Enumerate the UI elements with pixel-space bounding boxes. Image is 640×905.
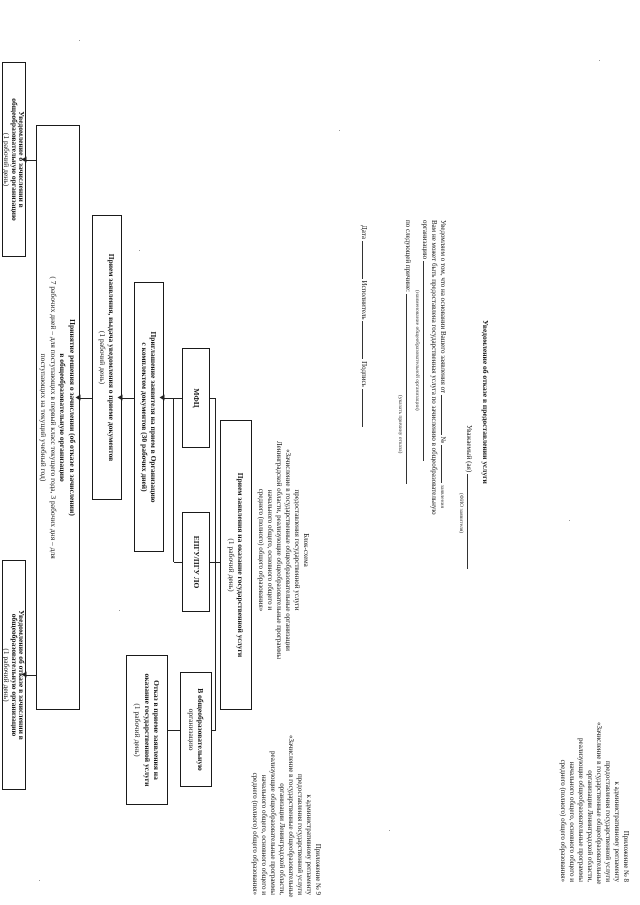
box-text: с комплектом документов (30 рабочих дней) [140, 342, 149, 492]
box-text: ( 7 рабочих дней – для поступающих в первый класс текущего года, 3 рабочих дня – для [49, 276, 58, 559]
scan-speck [569, 520, 570, 521]
box-text: общеобразовательную организацию [9, 613, 19, 737]
executor-label: Исполнитель [360, 280, 368, 320]
appendix8-line: среднего (полного) общего образования» [559, 759, 567, 882]
box-text: Отказ в приеме заявления на [152, 680, 162, 780]
notice-body [397, 220, 447, 650]
flow-title-line: «Зачисление в государственные общеобразовательные организации [284, 449, 292, 651]
org-blank[interactable] [423, 261, 424, 461]
scan-speck [599, 60, 600, 61]
appendix9-line: к административному регламенту [305, 794, 313, 895]
appendix8-line: «Зачисление в государственные общеобразовательные [595, 722, 603, 885]
box-text: В общеобразовательную [196, 688, 206, 771]
connector-line [26, 675, 36, 676]
date-sign-blank[interactable] [362, 241, 363, 279]
box-text: Прием заявления, выдача уведомления о приеме документов [107, 253, 117, 462]
flow-title-line: Блок-схема [302, 533, 310, 567]
appendix8-line: начального общего, основного общего и [568, 761, 576, 882]
appendix9-line: Приложение № 9 [314, 843, 322, 895]
arrow-head [22, 672, 27, 678]
connector-line [173, 398, 174, 562]
box-text: организацию [187, 708, 196, 751]
connector-line [210, 562, 220, 563]
appendix9-line: реализующие общеобразовательные программы [269, 751, 277, 895]
flow-title-line: среднего (полного) общего образования» [257, 488, 265, 612]
appendix9-line: организации Ленинградской области, [278, 783, 286, 895]
notice-title: Уведомление об отказе в предоставлении услуги [481, 320, 490, 484]
connector-line [210, 398, 216, 399]
box-invite [134, 282, 164, 552]
signature-label: Подпись [360, 361, 368, 387]
arrow-head [118, 395, 123, 401]
number-hint: заявления [439, 484, 445, 509]
box-text: (1 рабочий день) [133, 703, 143, 757]
flow-title-line: начального общего, основного общего и [266, 489, 274, 611]
box-text: МФЦ [191, 388, 201, 408]
date-label: Дата [360, 225, 368, 239]
box-text: Уведомление о зачислении в [17, 111, 27, 208]
notice-addressee [458, 425, 473, 569]
appendix9-line: среднего (полного) общего образования» [251, 772, 259, 895]
box-text: (1 рабочий день) [98, 330, 107, 385]
box-text: оказание государственной услуги [142, 673, 152, 787]
box-text: Уведомление об отказе в зачислении в [17, 610, 27, 740]
appendix9-line: предоставления государственной услуги [296, 774, 304, 895]
flow-title-line: Ленинградской области, реализующие общеобразовательные программы [275, 440, 283, 660]
box-mfc [182, 348, 210, 448]
appendix8-line: к административному регламенту [613, 781, 621, 882]
arrow-head [76, 395, 81, 401]
box-receive-docs [92, 215, 122, 500]
appendix9-line: «Зачисление в государственные общеобразовательные [287, 735, 295, 898]
addressee-label: Уважаемый (ая) [465, 425, 473, 473]
scan-speck [339, 130, 340, 131]
connector-line [212, 730, 216, 731]
addressee-blank[interactable] [467, 474, 468, 569]
box-text: (1 рабочий день) [2, 648, 12, 702]
scan-speck [139, 250, 140, 251]
notice-line3: организацию [421, 220, 429, 260]
notice-signature-row [359, 225, 368, 427]
number-blank[interactable] [441, 445, 442, 483]
connector-line [174, 562, 182, 563]
arrow-head [160, 395, 165, 401]
appendix8-line: организации Ленинградской области, [586, 770, 594, 882]
box-refuse-accept [126, 655, 168, 805]
box-text: (1 рабочий день) [227, 538, 236, 592]
executor-blank[interactable] [362, 321, 363, 359]
appendix8-line: Приложение № 8 [622, 830, 630, 882]
notice-line2: Вам не может быть предоставлена государственная услуга по зачислению в общеобразовательную [430, 220, 438, 515]
appendix9-header [250, 735, 322, 898]
box-epgu [182, 512, 210, 612]
appendix8-line: предоставления государственной услуги [604, 761, 612, 882]
scan-speck [79, 40, 80, 41]
appendix8-line: реализующие общеобразовательные программы [577, 738, 585, 882]
box-reception [220, 420, 252, 710]
box-text: Прием заявления на оказание государственной услуги [236, 472, 246, 658]
box-text: в общеобразовательную организацию [58, 353, 68, 482]
reason-hint: (указать причину отказа) [397, 395, 403, 454]
box-text: (1 рабочий день) [2, 132, 12, 187]
scan-speck [39, 880, 40, 881]
connector-line [122, 398, 134, 399]
appendix8-header [558, 722, 630, 885]
connector-line [168, 730, 180, 731]
number-sign: № [439, 436, 447, 444]
box-text: ЕПГУ/ПГУ ЛО [191, 535, 201, 589]
fio-hint: (ФИО заявителя) [458, 493, 464, 534]
connector-line [215, 398, 216, 731]
arrow-head [22, 157, 27, 163]
connector-line [26, 160, 36, 161]
appendix9-line: начального общего, основного общего и [260, 774, 268, 895]
scan-speck [119, 610, 120, 611]
reason-blank[interactable] [406, 294, 407, 484]
box-text: Принятие решения о зачислении (об отказе в зачислении) [68, 319, 77, 516]
flowchart-title [256, 400, 310, 700]
flow-title-line: предоставления государственной услуги [293, 489, 301, 611]
box-text: Приглашение заявителя на прием в Организацию [149, 331, 159, 503]
box-org [180, 672, 212, 787]
scan-speck [389, 830, 390, 831]
box-text: поступающих на текущий учебный год) [39, 353, 49, 482]
connector-line [80, 398, 92, 399]
notice-line4: по следующей причине: [404, 220, 412, 292]
org-hint: (наименование общеобразовательной организации) [414, 290, 420, 411]
notice-line1: Уведомляем о том, что на основании Вашего заявления от [439, 220, 447, 394]
box-decision [36, 125, 80, 710]
box-text: общеобразовательную организацию [9, 98, 19, 221]
date-blank[interactable] [441, 395, 442, 435]
signature-blank[interactable] [362, 389, 363, 427]
